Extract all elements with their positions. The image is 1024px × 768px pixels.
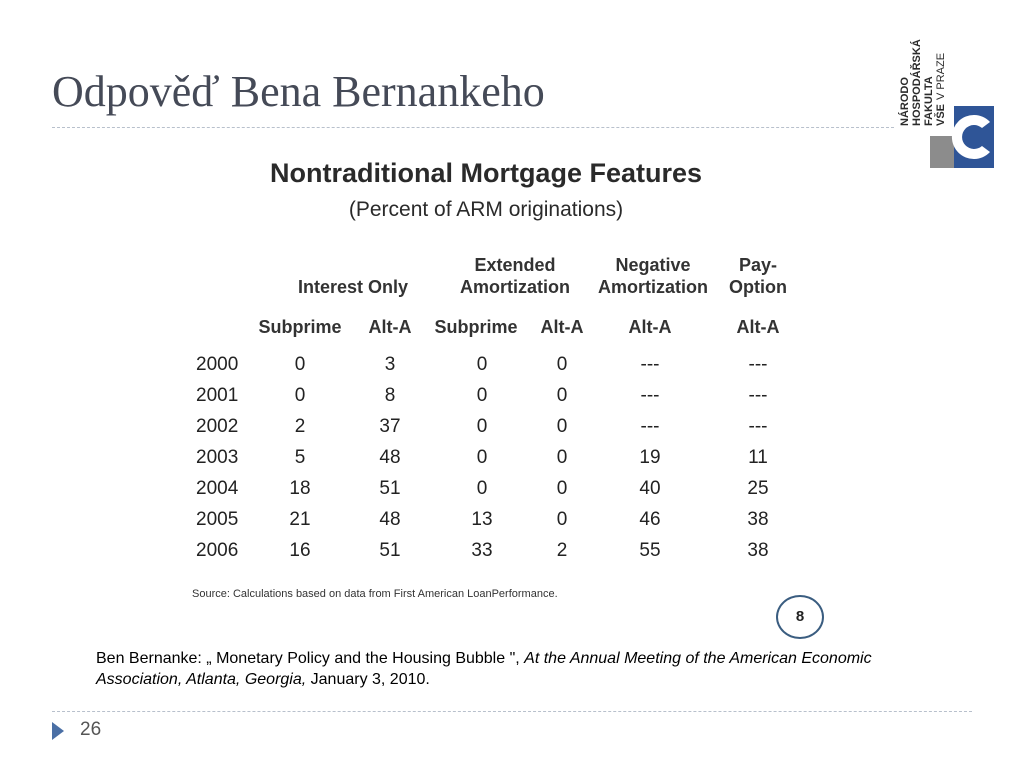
table-cell: 0 (294, 385, 306, 406)
citation-venue: At the Annual Meeting of the American Economic Association, Atlanta, Georgia, (96, 650, 872, 688)
table-cell: 46 (639, 509, 661, 530)
page-number: 26 (80, 719, 102, 740)
table-cell: --- (640, 385, 660, 406)
logo-line-3: FAKULTA (923, 76, 935, 126)
table-cell: 48 (379, 447, 401, 468)
table-cell: 11 (748, 447, 768, 468)
table-cell: 40 (639, 478, 661, 499)
table-cell: 21 (289, 509, 311, 530)
table-cell: 0 (556, 478, 568, 499)
logo-line-2: HOSPODÁŘSKÁ (911, 39, 923, 126)
column-header: Subprime (434, 317, 518, 337)
header-negative-amortization (588, 254, 718, 298)
row-year: 2001 (196, 385, 239, 406)
table-cell: 51 (379, 478, 401, 499)
table-cell: 3 (384, 354, 396, 375)
citation (96, 648, 896, 690)
table-cell: 18 (289, 478, 311, 499)
table-cell: 51 (379, 540, 401, 561)
logo-mark-icon (930, 103, 994, 168)
row-year: 2000 (196, 354, 239, 375)
header-negative-line2: Amortization (598, 277, 708, 297)
table-cell: 0 (476, 385, 488, 406)
table-cell: 48 (379, 509, 401, 530)
column-header: Subprime (258, 317, 342, 337)
table-cell: 0 (556, 416, 568, 437)
table-cell: 0 (556, 385, 568, 406)
title-divider (52, 127, 894, 128)
faculty-logo (896, 28, 996, 168)
table-cell: --- (748, 354, 768, 375)
triangle-bullet-icon (52, 722, 64, 740)
table-cell: 25 (747, 478, 769, 499)
table-cell: 38 (747, 509, 769, 530)
citation-date: January 3, 2010. (310, 671, 430, 688)
table-cell: 13 (471, 509, 493, 530)
table-cell: 0 (476, 478, 488, 499)
citation-author-title: Ben Bernanke: „ Monetary Policy and the Housing Bubble ", (96, 650, 520, 667)
table-cell: 55 (639, 540, 661, 561)
table-cell: 0 (476, 447, 488, 468)
header-extended-line1: Extended (474, 255, 556, 275)
header-pay-option (718, 254, 798, 298)
slide-title: Odpověď Bena Bernankeho (52, 67, 545, 116)
table-cell: --- (748, 385, 768, 406)
table-cell: 0 (294, 354, 306, 375)
header-interest-only: Interest Only (297, 277, 409, 297)
table-cell: 0 (556, 354, 568, 375)
row-year: 2003 (196, 447, 239, 468)
table-cell: 0 (476, 354, 488, 375)
table-cell: 19 (639, 447, 661, 468)
row-year: 2004 (196, 478, 239, 499)
column-header: Alt-A (368, 317, 412, 337)
table-cell: 5 (294, 447, 306, 468)
table-cell: 0 (556, 509, 568, 530)
logo-line-4: VŠE (935, 103, 947, 126)
row-year: 2005 (196, 509, 239, 530)
row-year: 2006 (196, 540, 239, 561)
column-header: Alt-A (540, 317, 584, 337)
table-cell: 2 (556, 540, 568, 561)
table-cell: --- (640, 416, 660, 437)
column-header: Alt-A (736, 317, 780, 337)
row-year: 2002 (196, 416, 239, 437)
table-cell: 2 (294, 416, 306, 437)
header-negative-line1: Negative (615, 255, 691, 275)
table-cell: --- (748, 416, 768, 437)
header-payoption-line2: Option (729, 277, 787, 297)
table-cell: 38 (747, 540, 769, 561)
slide-badge: 8 (776, 595, 824, 639)
header-extended-line2: Amortization (460, 277, 570, 297)
table-subtitle: (Percent of ARM originations) (348, 198, 624, 221)
table-cell: 33 (471, 540, 493, 561)
table-cell: 0 (476, 416, 488, 437)
table-cell: 8 (384, 385, 396, 406)
header-extended-amortization (448, 254, 582, 298)
table-cell: 16 (289, 540, 311, 561)
header-payoption-line1: Pay- (738, 255, 778, 275)
column-header: Alt-A (628, 317, 672, 337)
logo-line-1: NÁRODO (899, 77, 911, 126)
table-source: Source: Calculations based on data from First American LoanPerformance. (192, 588, 558, 600)
table-cell: --- (640, 354, 660, 375)
table-cell: 37 (379, 416, 401, 437)
footer-divider (52, 711, 972, 712)
table-cell: 0 (556, 447, 568, 468)
table-title: Nontraditional Mortgage Features (269, 158, 703, 188)
logo-line-5: V PRAZE (935, 52, 947, 100)
